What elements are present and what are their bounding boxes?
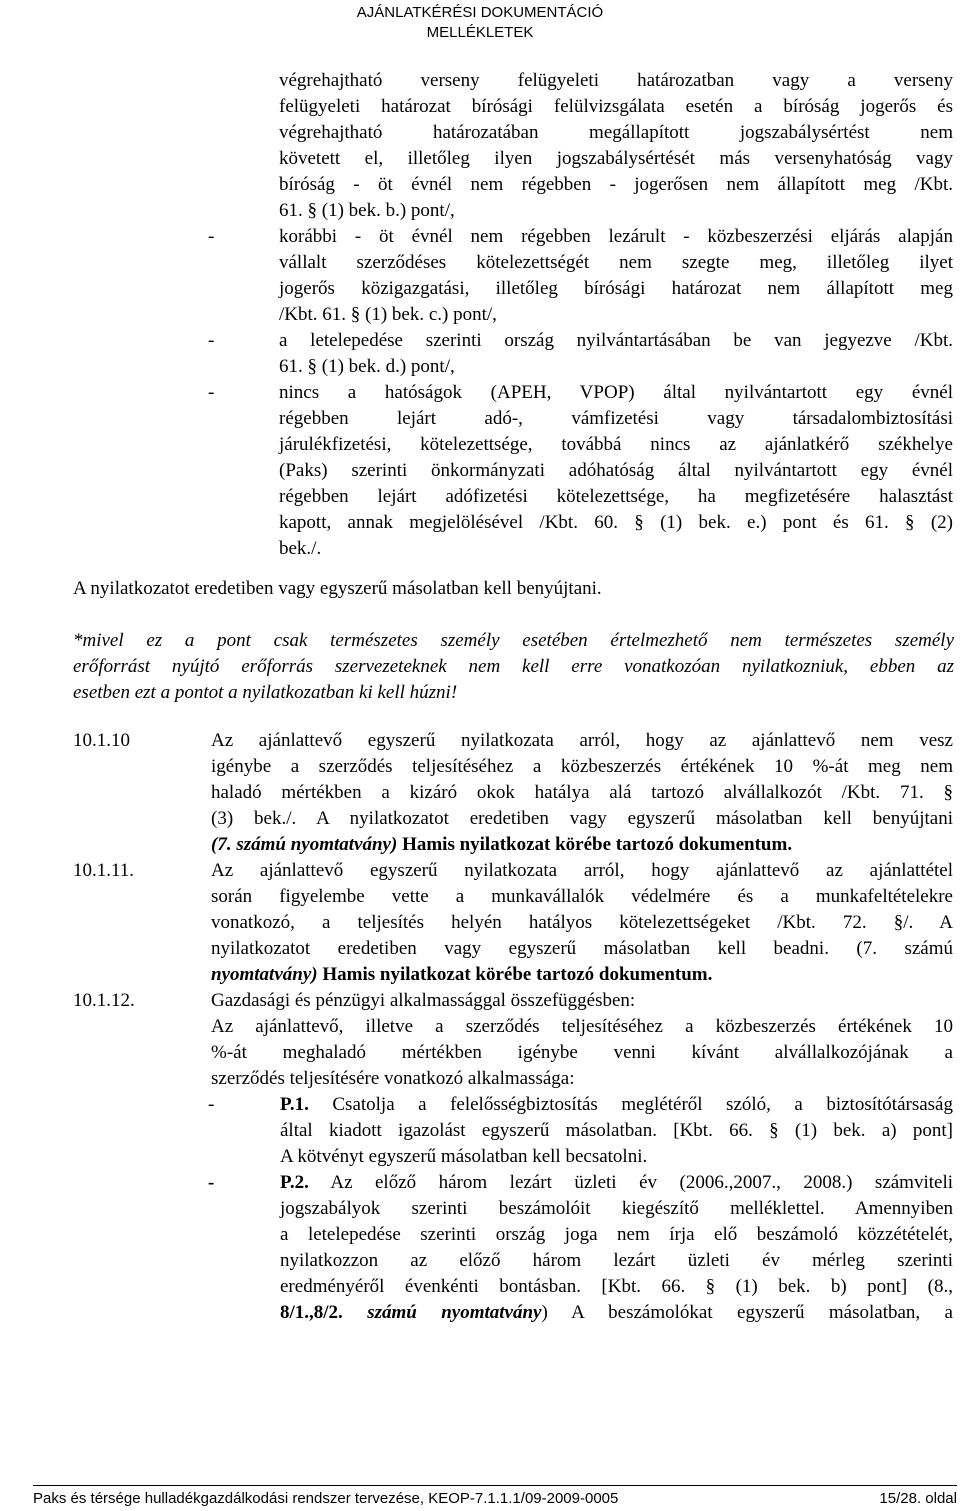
section-10-1-11 (0, 858, 960, 988)
section-10-1-10 (0, 728, 960, 858)
text-line: Az ajánlattevő egyszerű nyilatkozata arról, hogy ajánlattevő az ajánlattétel (211, 860, 953, 881)
criteria-item-1 (0, 68, 960, 224)
criteria-item-2 (0, 224, 960, 328)
text-line: bíróság - öt évnél nem régebben - jogerősen nem állapított meg /Kbt. (279, 174, 953, 195)
text-line: 61. § (1) bek. d.) pont/, (279, 356, 455, 377)
text-line: *mivel ez a pont csak természetes személy esetében értelmezhető nem természetes személy (73, 630, 954, 651)
text-line: követett el, illetőleg ilyen jogszabálysértését más versenyhatóság vagy (279, 148, 953, 169)
italic-note (0, 628, 960, 706)
project-title: Paks és térsége hulladékgazdálkodási rendszer tervezése, KEOP-7.1.1.1/09-2009-0005 (33, 1490, 619, 1507)
text-line: által kiadott igazolást egyszerű másolatban. [Kbt. 66. § (1) bek. a) pont] (280, 1120, 953, 1141)
text-line: erőforrást nyújtó erőforrás szervezeteknek nem kell erre vonatkozóan nyilatkozniuk, ebben az (73, 656, 954, 677)
header-subtitle: MELLÉKLETEK (426, 24, 534, 41)
text-line: A kötvényt egyszerű másolatban kell becsatolni. (280, 1146, 648, 1167)
form-reference: nyomtatvány) (211, 964, 318, 985)
list-dash: - (208, 382, 215, 403)
text-line: 61. § (1) bek. b.) pont/, (279, 200, 455, 221)
form-reference: (7. számú nyomtatvány) (211, 834, 398, 855)
text-line: jogszabályok szerinti beszámolóit kiegészítő melléklettel. Amennyiben (280, 1198, 953, 1219)
section-number: 10.1.11. (73, 860, 135, 881)
text-line: Az ajánlattevő egyszerű nyilatkozata arról, hogy az ajánlattevő nem vesz (211, 730, 953, 751)
criteria-item-4 (0, 380, 960, 562)
text-line: korábbi - öt évnél nem régebben lezárult - közbeszerzési eljárás alapján (279, 226, 953, 247)
text-line: esetben ezt a pontot a nyilatkozatban ki kell húzni! (73, 682, 458, 703)
text-line: kapott, annak megjelölésével /Kbt. 60. § (1) bek. e.) pont és 61. § (2) (279, 512, 953, 533)
section-number: 10.1.12. (73, 990, 135, 1011)
document-body (0, 68, 960, 1326)
header-title: AJÁNLATKÉRÉSI DOKUMENTÁCIÓ (356, 4, 604, 21)
list-dash: - (208, 330, 215, 351)
text-line: a letelepedése szerinti ország joga nem írja elő beszámoló közzétételét, (280, 1224, 953, 1245)
section-heading: Gazdasági és pénzügyi alkalmassággal összefüggésben: (211, 990, 636, 1011)
text-line: végrehajtható határozatában megállapított jogszabálysértést nem (279, 122, 953, 143)
list-dash: - (208, 1094, 215, 1115)
text-line: /Kbt. 61. § (1) bek. c.) pont/, (279, 304, 497, 325)
text-line: vállalt szerződéses kötelezettségét nem szegte meg, illetőleg ilyet (279, 252, 953, 273)
requirement-label: P.1. (280, 1094, 309, 1115)
false-statement-note: Hamis nyilatkozat körébe tartozó dokumentum. (322, 964, 713, 985)
text-line: igénybe a szerződés teljesítéséhez a közbeszerzés értékének 10 %-át meg nem (211, 756, 953, 777)
text-line: (Paks) szerinti önkormányzati adóhatóság által nyilvántartott egy évnél (279, 460, 953, 481)
list-dash: - (208, 226, 215, 247)
false-statement-note: Hamis nyilatkozat körébe tartozó dokumentum. (402, 834, 793, 855)
requirement-label: P.2. (280, 1172, 309, 1193)
text-line: %-át meghaladó mértékben igénybe venni kívánt alvállalkozójának a (211, 1042, 953, 1063)
text-line: ) A beszámolókat egyszerű másolatban, a (541, 1302, 953, 1323)
text-line: régebben lejárt adó-, vámfizetési vagy társadalombiztosítási (279, 408, 953, 429)
text-line: nyilatkozzon az előző három lezárt üzleti év mérleg szerinti (280, 1250, 953, 1271)
text-line: végrehajtható verseny felügyeleti határozatban vagy a verseny (279, 70, 953, 91)
text-line: Az ajánlattevő, illetve a szerződés teljesítéséhez a közbeszerzés értékének 10 (211, 1016, 953, 1037)
text-line: a letelepedése szerinti ország nyilvántartásában be van jegyezve /Kbt. (279, 330, 953, 351)
form-reference: számú nyomtatvány (367, 1302, 542, 1323)
text-line: vonatkozó, a teljesítés helyén hatályos kötelezettségeket /Kbt. 72. §/. A (211, 912, 953, 933)
footer-divider (33, 1485, 957, 1486)
page-number: 15/28. oldal (879, 1490, 957, 1507)
text-line: (3) bek./. A nyilatkozatot eredetiben vagy egyszerű másolatban kell benyújtani (211, 808, 953, 829)
text-line: nincs a hatóságok (APEH, VPOP) által nyilvántartott egy évnél (279, 382, 953, 403)
text-line: régebben lejárt adófizetési kötelezettsége, ha megfizetésére halasztást (279, 486, 953, 507)
criteria-item-3 (0, 328, 960, 380)
text-line: Csatolja a felelősségbiztosítás meglétéről szóló, a biztosítótársaság (332, 1094, 953, 1115)
section-number: 10.1.10 (73, 730, 130, 751)
text-line: járulékfizetési, kötelezettsége, továbbá nincs az ajánlatkérő székhelye (279, 434, 953, 455)
text-line: Az előző három lezárt üzleti év (2006.,2007., 2008.) számviteli (330, 1172, 954, 1193)
requirement-p2 (0, 1170, 960, 1326)
text-line: jogerős közigazgatási, illetőleg bírósági határozat nem állapított meg (279, 278, 953, 299)
section-10-1-12 (0, 988, 960, 1326)
text-line: nyilatkozatot eredetiben vagy egyszerű másolatban kell beadni. (7. számú (211, 938, 953, 959)
requirement-p1 (0, 1092, 960, 1170)
original-copy-note: A nyilatkozatot eredetiben vagy egyszerű másolatban kell benyújtani. (73, 578, 602, 599)
text-line: eredményéről évenkénti bontásban. [Kbt. 66. § (1) bek. b) pont] (8., (280, 1276, 953, 1297)
text-line: bek./. (279, 538, 322, 559)
text-line: felügyeleti határozat bírósági felülvizsgálata esetén a bíróság jogerős és (279, 96, 953, 117)
text-line: során figyelembe vette a munkavállalók védelmére és a munkafeltételekre (211, 886, 953, 907)
list-dash: - (208, 1172, 215, 1193)
text-line: haladó mértékben a kizáró okok hatálya alá tartozó alvállalkozót /Kbt. 71. § (211, 782, 953, 803)
form-numbers: 8/1.,8/2. (280, 1302, 343, 1323)
text-line: szerződés teljesítésére vonatkozó alkalmassága: (211, 1068, 575, 1089)
page-header (0, 0, 960, 43)
